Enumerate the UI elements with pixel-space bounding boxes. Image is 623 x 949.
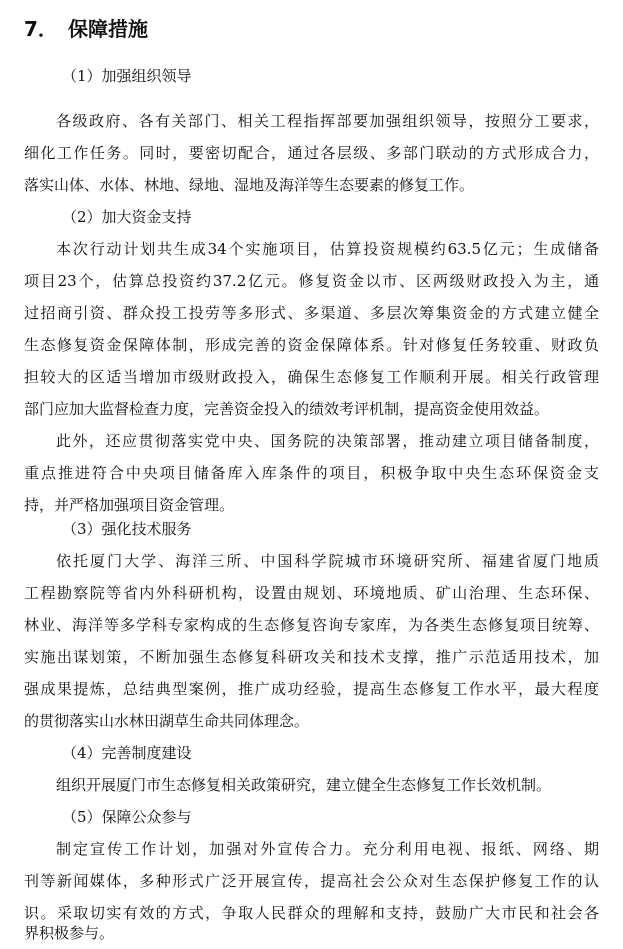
paragraph-line: 组织开展厦门市生态修复相关政策研究，建立健全生态修复工作长效机制。	[56, 776, 552, 794]
section-title	[24, 14, 148, 44]
paragraph-line: 担较大的区适当增加市级财政投入，确保生态修复工作顺利开展。相关行政管理	[24, 368, 599, 386]
paragraph-line: 制定宣传工作计划，加强对外宣传合力。充分利用电视、报纸、网络、期	[56, 840, 599, 858]
paragraph-line: 本次行动计划共生成34个实施项目，估算投资规模约63.5亿元；生成储备	[56, 240, 599, 258]
paragraph-line: 识。采取切实有效的方式，争取人民群众的理解和支持，鼓励广大市民和社会各	[24, 904, 599, 922]
paragraph-line: 界积极参与。	[24, 924, 115, 942]
subsection-heading-1: （1）加强组织领导	[62, 67, 192, 85]
paragraph-line: 强成果提炼，总结典型案例，推广成功经验，提高生态修复工作水平，最大程度	[24, 680, 599, 698]
paragraph-line: 项目23个，估算总投资约37.2亿元。修复资金以市、区两级财政投入为主，通	[24, 272, 599, 290]
paragraph-line: 林业、海洋等多学科专家构成的生态修复咨询专家库，为各类生态修复项目统筹、	[24, 616, 599, 634]
subsection-heading-2: （2）加大资金支持	[62, 208, 192, 226]
paragraph-line: 生态修复资金保障体制，形成完善的资金保障体系。针对修复任务较重、财政负	[24, 336, 599, 354]
paragraph-line: 此外，还应贯彻落实党中央、国务院的决策部署，推动建立项目储备制度，	[56, 432, 599, 450]
subsection-heading-4: （4）完善制度建设	[62, 744, 192, 762]
subsection-heading-5: （5）保障公众参与	[62, 808, 192, 826]
paragraph-line: 持，并严格加强项目资金管理。	[24, 496, 235, 514]
section-number: 7．	[24, 17, 58, 41]
paragraph-line: 各级政府、各有关部门、相关工程指挥部要加强组织领导，按照分工要求，	[56, 112, 599, 130]
paragraph-line: 过招商引资、群众投工投劳等多形式、多渠道、多层次筹集资金的方式建立健全	[24, 304, 599, 322]
paragraph-line: 刊等新闻媒体，多种形式广泛开展宣传，提高社会公众对生态保护修复工作的认	[24, 872, 599, 890]
paragraph-line: 依托厦门大学、海洋三所、中国科学院城市环境研究所、福建省厦门地质	[56, 552, 599, 570]
paragraph-line: 部门应加大监督检查力度，完善资金投入的绩效考评机制，提高资金使用效益。	[24, 400, 550, 418]
paragraph-line: 的贯彻落实山水林田湖草生命共同体理念。	[24, 712, 310, 730]
paragraph-line: 落实山体、水体、林地、绿地、湿地及海洋等生态要素的修复工作。	[24, 176, 475, 194]
paragraph-line: 重点推进符合中央项目储备库入库条件的项目，积极争取中央生态环保资金支	[24, 464, 599, 482]
paragraph-line: 工程勘察院等省内外科研机构，设置由规划、环境地质、矿山治理、生态环保、	[24, 584, 599, 602]
section-title-text: 保障措施	[68, 17, 148, 41]
subsection-heading-3: （3）强化技术服务	[62, 520, 192, 538]
paragraph-line: 实施出谋划策，不断加强生态修复科研攻关和技术支撑，推广示范适用技术，加	[24, 648, 599, 666]
paragraph-line: 细化工作任务。同时，要密切配合，通过各层级、多部门联动的方式形成合力，	[24, 144, 599, 162]
